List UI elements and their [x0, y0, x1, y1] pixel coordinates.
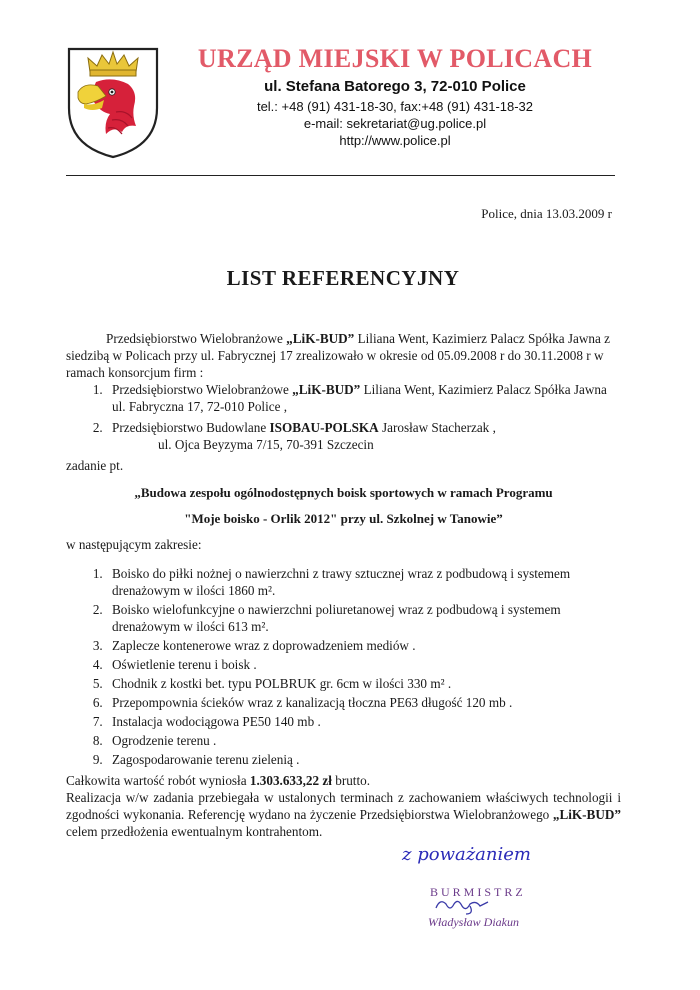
task-label: zadanie pt.: [66, 458, 124, 473]
scope-item: 8. Ogrodzenie terenu .: [106, 732, 621, 749]
intro-paragraph: Przedsiębiorstwo Wielobranżowe „LiK-BUD” Liliana Went, Kazimierz Palacz Spółka Jawna z siedzibą w Policach przy ul. Fabrycznej 17 zrealizowało w okresie od 05.09.2008 r do 30.11.2008 r w ramach konsorcjum firm :: [66, 331, 611, 380]
company-name: „LiK-BUD”: [286, 331, 355, 346]
contact-phone-fax: tel.: +48 (91) 431-18-30, fax:+48 (91) 431-18-32: [256, 99, 534, 114]
scope-item: 2. Boisko wielofunkcyjne o nawierzchni poliuretanowej wraz z podbudową i systemem drenażowym w ilości 613 m².: [106, 601, 621, 635]
date-line: Police, dnia 13.03.2009 r: [481, 206, 612, 221]
consortium-list: [66, 381, 621, 453]
scope-item: 7. Instalacja wodociągowa PE50 140 mb .: [106, 713, 621, 730]
closing-paragraph: Realizacja w/w zadania przebiegała w ustalonych terminach z zachowaniem właściwych technologii i zgodności wykonania. Referencję wydano na życzenie Przedsiębiorstwa Wielobranżowego „LiK-BUD” celem przedłożenia ewentualnym kontrahentom.: [66, 790, 621, 839]
handwritten-closing: z poważaniem: [402, 844, 531, 865]
scope-item: 6. Przepompownia ścieków wraz z kanalizacją tłoczna PE63 długość 120 mb .: [106, 694, 621, 711]
scope-item: 9. Zagospodarowanie terenu zielenią .: [106, 751, 621, 768]
scope-item: 5. Chodnik z kostki bet. typu POLBRUK gr. 6cm w ilości 330 m² .: [106, 675, 621, 692]
total-amount: 1.303.633,22 zł: [249, 773, 332, 788]
scope-label: w następującym zakresie:: [66, 537, 202, 552]
consortium-item: 2. Przedsiębiorstwo Budowlane ISOBAU-POLSKA Jarosław Stacherzak , ul. Ojca Beyzyma 7/15, 70-391 Szczecin: [106, 419, 621, 453]
stamp-role: BURMISTRZ: [430, 885, 526, 899]
total-value: Całkowita wartość robót wyniosła 1.303.633,22 zł brutto.: [66, 773, 371, 788]
coat-of-arms-logo: [66, 46, 160, 160]
scope-item: 3. Zaplecze kontenerowe wraz z doprowadzeniem mediów .: [106, 637, 621, 654]
project-title-line1: „Budowa zespołu ogólnodostępnych boisk sportowych w ramach Programu: [134, 485, 553, 500]
consortium-item: 1. Przedsiębiorstwo Wielobranżowe „LiK-BUD” Liliana Went, Kazimierz Palacz Spółka Jawna ul. Fabryczna 17, 72-010 Police ,: [106, 381, 621, 415]
signature-scribble: [430, 894, 500, 916]
header-divider: [66, 175, 615, 176]
scope-list: [66, 565, 621, 768]
institution-name: URZĄD MIEJSKI W POLICACH: [197, 44, 593, 73]
stamp-name: Władysław Diakun: [428, 915, 519, 929]
scope-item: 1. Boisko do piłki nożnej o nawierzchni z trawy sztucznej wraz z podbudową i systemem drenażowym w ilości 1860 m².: [106, 565, 621, 599]
scope-item: 4. Oświetlenie terenu i boisk .: [106, 656, 621, 673]
letter-body: [66, 330, 621, 840]
project-title-line2: "Moje boisko - Orlik 2012" przy ul. Szkolnej w Tanowie”: [184, 511, 503, 526]
document-title: LIST REFERENCYJNY: [226, 266, 460, 290]
contact-website: http://www.police.pl: [339, 133, 451, 148]
contact-email: e-mail: sekretariat@ug.police.pl: [303, 116, 487, 131]
institution-address: ul. Stefana Batorego 3, 72-010 Police: [264, 78, 526, 95]
